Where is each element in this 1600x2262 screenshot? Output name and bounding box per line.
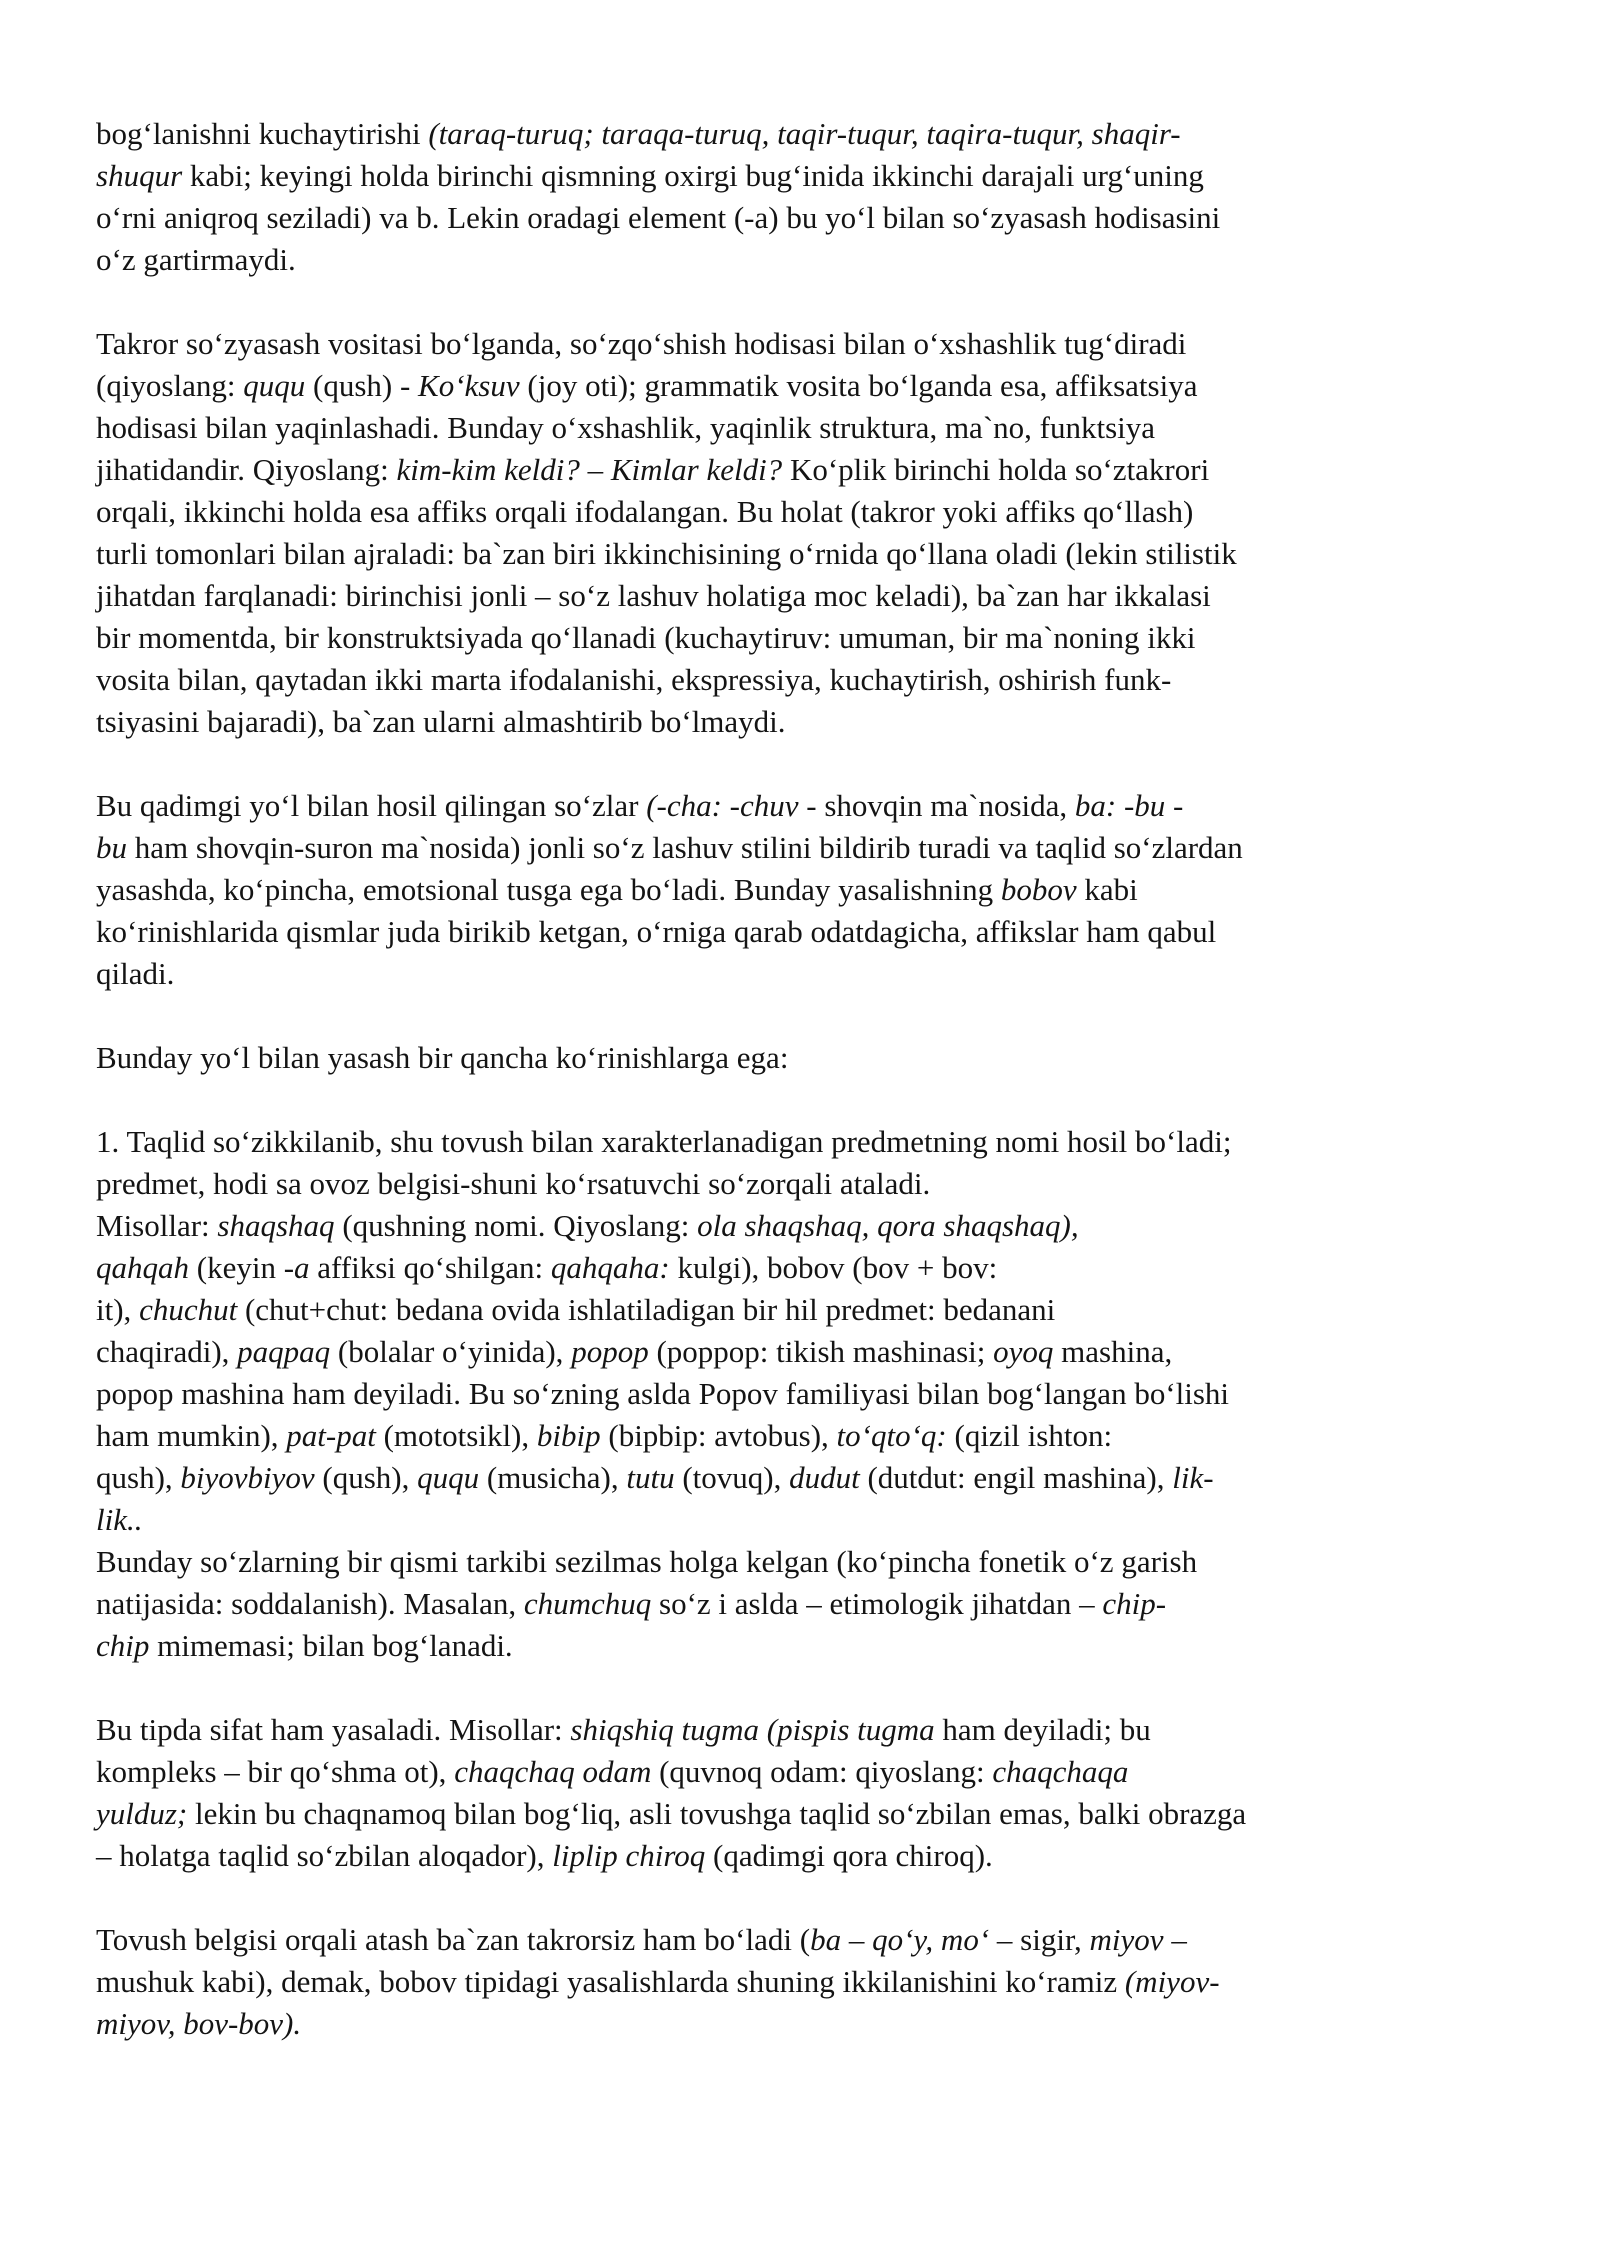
text-line: [96, 575, 1470, 617]
text-line: [96, 2003, 1470, 2045]
italic-text-span: ola shaqshaq, qora shaqshaq),: [697, 1208, 1079, 1243]
text-line: [96, 533, 1470, 575]
paragraph: [96, 323, 1470, 743]
text-span: bir momentda, bir konstruktsiyada qo‘llanadi (kuchaytiruv: umuman, bir ma`noning ikki: [96, 620, 1196, 655]
text-line: [96, 701, 1470, 743]
text-line: [96, 113, 1470, 155]
italic-text-span: Ko‘ksuv: [418, 368, 520, 403]
text-span: tsiyasini bajaradi), ba`zan ularni almashtirib bo‘lmaydi.: [96, 704, 786, 739]
paragraph: [96, 1121, 1470, 1205]
text-span: kompleks – bir qo‘shma ot),: [96, 1754, 455, 1789]
text-line: [96, 1709, 1470, 1751]
text-line: [96, 365, 1470, 407]
text-line: [96, 1625, 1470, 1667]
text-line: [96, 911, 1470, 953]
text-span: o‘rni aniqroq seziladi) va b. Lekin oradagi element (-a) bu yo‘l bilan so‘zyasash hodisasini: [96, 200, 1221, 235]
text-line: [96, 1415, 1470, 1457]
text-span: – holatga taqlid so‘zbilan aloqador),: [96, 1838, 553, 1873]
text-span: (bolalar o‘yinida),: [330, 1334, 572, 1369]
text-line: [96, 785, 1470, 827]
paragraph: [96, 1541, 1470, 1667]
text-line: [96, 1499, 1470, 1541]
text-span: (qadimgi qora chiroq).: [705, 1838, 993, 1873]
text-span: (qushning nomi. Qiyoslang:: [334, 1208, 698, 1243]
text-span: (joy oti); grammatik vosita bo‘lganda esa, affiksatsiya: [519, 368, 1198, 403]
text-line: [96, 1373, 1470, 1415]
italic-text-span: bibip: [536, 1418, 601, 1453]
italic-text-span: bu: [96, 830, 127, 865]
text-span: 1. Taqlid so‘zikkilanib, shu tovush bilan xarakterlanadigan predmetning nomi hosil bo‘ladi;: [96, 1124, 1232, 1159]
text-span: (qiyoslang:: [96, 368, 244, 403]
italic-text-span: (-cha: -chuv: [646, 788, 799, 823]
italic-text-span: liplip chiroq: [552, 1838, 706, 1873]
paragraph: [96, 785, 1470, 995]
text-span: Tovush belgisi orqali atash ba`zan takrorsiz ham bo‘ladi (: [96, 1922, 811, 1957]
text-span: mimemasi; bilan bog‘lanadi.: [149, 1628, 513, 1663]
text-span: qiladi.: [96, 956, 175, 991]
text-span: (quvnoq odam: qiyoslang:: [651, 1754, 993, 1789]
text-line: [96, 1751, 1470, 1793]
text-line: [96, 407, 1470, 449]
text-span: qush),: [96, 1460, 181, 1495]
text-line: [96, 1331, 1470, 1373]
text-span: lekin bu chaqnamoq bilan bog‘liq, asli tovushga taqlid so‘zbilan emas, balki obrazga: [187, 1796, 1247, 1831]
text-span: ham shovqin-suron ma`nosida) jonli so‘z lashuv stilini bildirib turadi va taqlid so‘zlardan: [127, 830, 1243, 865]
text-span: o‘z gartirmaydi.: [96, 242, 296, 277]
text-span: chaqiradi),: [96, 1334, 238, 1369]
italic-text-span: ba – qo‘y, mo‘: [810, 1922, 990, 1957]
text-line: [96, 1457, 1470, 1499]
text-line: [96, 1919, 1470, 1961]
text-line: [96, 1793, 1470, 1835]
italic-text-span: miyov, bov-bov).: [96, 2006, 302, 2041]
italic-text-span: dudut: [789, 1460, 860, 1495]
text-span: predmet, hodi sa ovoz belgisi-shuni ko‘rsatuvchi so‘zorqali ataladi.: [96, 1166, 931, 1201]
italic-text-span: yulduz;: [96, 1796, 188, 1831]
text-span: it),: [96, 1292, 140, 1327]
italic-text-span: lik-: [1172, 1460, 1214, 1495]
text-span: yasashda, ko‘pincha, emotsional tusga ega bo‘ladi. Bunday yasalishning: [96, 872, 1001, 907]
text-line: [96, 1205, 1470, 1247]
italic-text-span: pat-pat: [286, 1418, 376, 1453]
italic-text-span: (taraq-turuq; taraqa-turuq, taqir-tuqur, taqira-tuqur, shaqir-: [428, 116, 1181, 151]
text-span: –: [1163, 1922, 1187, 1957]
italic-text-span: (miyov-: [1124, 1964, 1220, 1999]
paragraph: [96, 1709, 1470, 1877]
text-span: kulgi), bobov (bov + bov:: [669, 1250, 998, 1285]
italic-text-span: qahqaha:: [550, 1250, 670, 1285]
text-span: ham mumkin),: [96, 1418, 287, 1453]
italic-text-span: chip-: [1102, 1586, 1167, 1621]
text-span: (dutdut: engil mashina),: [859, 1460, 1173, 1495]
italic-text-span: shiqshiq tugma (pispis tugma: [570, 1712, 935, 1747]
text-line: [96, 1037, 1470, 1079]
text-line: [96, 827, 1470, 869]
text-span: turli tomonlari bilan ajraladi: ba`zan biri ikkinchisining o‘rnida qo‘llana oladi (lekin stilistik: [96, 536, 1237, 571]
italic-text-span: shuqur: [96, 158, 183, 193]
italic-text-span: lik..: [96, 1502, 143, 1537]
text-line: [96, 323, 1470, 365]
text-span: ham deyiladi; bu: [934, 1712, 1151, 1747]
text-line: [96, 953, 1470, 995]
italic-text-span: to‘qto‘q:: [836, 1418, 947, 1453]
italic-text-span: chuchut: [139, 1292, 238, 1327]
italic-text-span: miyov: [1089, 1922, 1164, 1957]
text-span: Bunday so‘zlarning bir qismi tarkibi sezilmas holga kelgan (ko‘pincha fonetik o‘z garish: [96, 1544, 1198, 1579]
text-span: (bipbip: avtobus),: [600, 1418, 837, 1453]
italic-text-span: popop: [571, 1334, 649, 1369]
text-line: [96, 659, 1470, 701]
text-line: [96, 491, 1470, 533]
text-span: mushuk kabi), demak, bobov tipidagi yasalishlarda shuning ikkilanishini ko‘ramiz: [96, 1964, 1125, 1999]
text-span: jihatidandir. Qiyoslang:: [96, 452, 397, 487]
italic-text-span: a: [294, 1250, 310, 1285]
text-span: - shovqin ma`nosida,: [798, 788, 1075, 823]
italic-text-span: ququ: [243, 368, 306, 403]
text-span: kabi: [1076, 872, 1138, 907]
text-line: [96, 617, 1470, 659]
text-span: natijasida: soddalanish). Masalan,: [96, 1586, 524, 1621]
text-span: vosita bilan, qaytadan ikki marta ifodalanishi, ekspressiya, kuchaytirish, oshirish funk-: [96, 662, 1172, 697]
text-line: [96, 1835, 1470, 1877]
text-span: so‘z i aslda – etimologik jihatdan –: [651, 1586, 1103, 1621]
text-span: Misollar:: [96, 1208, 218, 1243]
text-span: (musicha),: [479, 1460, 627, 1495]
text-span: – sigir,: [989, 1922, 1090, 1957]
text-span: popop mashina ham deyiladi. Bu so‘zning aslda Popov familiyasi bilan bog‘langan bo‘lishi: [96, 1376, 1230, 1411]
text-span: (qush),: [314, 1460, 418, 1495]
text-span: (chut+chut: bedana ovida ishlatiladigan bir hil predmet: bedanani: [237, 1292, 1056, 1327]
text-span: hodisasi bilan yaqinlashadi. Bunday o‘xshashlik, yaqinlik struktura, ma`no, funktsiya: [96, 410, 1156, 445]
italic-text-span: shaqshaq: [217, 1208, 335, 1243]
text-span: (poppop: tikish mashinasi;: [648, 1334, 994, 1369]
italic-text-span: chaqchaqa: [992, 1754, 1129, 1789]
text-span: jihatdan farqlanadi: birinchisi jonli – so‘z lashuv holatiga moc keladi), ba`zan har ikkalasi: [96, 578, 1211, 613]
italic-text-span: paqpaq: [237, 1334, 331, 1369]
text-line: [96, 1541, 1470, 1583]
paragraph: [96, 1919, 1470, 2045]
text-span: Bunday yo‘l bilan yasash bir qancha ko‘rinishlarga ega:: [96, 1040, 789, 1075]
text-span: (qizil ishton:: [946, 1418, 1113, 1453]
italic-text-span: ququ: [417, 1460, 480, 1495]
italic-text-span: chumchuq: [523, 1586, 652, 1621]
text-span: (keyin -: [189, 1250, 295, 1285]
paragraph: [96, 1205, 1470, 1541]
paragraph: [96, 1037, 1470, 1079]
text-span: Bu tipda sifat ham yasaladi. Misollar:: [96, 1712, 571, 1747]
italic-text-span: biyovbiyov: [180, 1460, 315, 1495]
text-span: orqali, ikkinchi holda esa affiks orqali ifodalangan. Bu holat (takror yoki affiks qo‘llash): [96, 494, 1194, 529]
text-span: affiksi qo‘shilgan:: [309, 1250, 551, 1285]
text-line: [96, 197, 1470, 239]
text-line: [96, 1289, 1470, 1331]
text-span: (qush) -: [305, 368, 419, 403]
text-span: Takror so‘zyasash vositasi bo‘lganda, so‘zqo‘shish hodisasi bilan o‘xshashlik tug‘diradi: [96, 326, 1187, 361]
italic-text-span: bobov: [1000, 872, 1077, 907]
text-span: (mototsikl),: [375, 1418, 537, 1453]
italic-text-span: kim-kim keldi? – Kimlar keldi?: [396, 452, 783, 487]
text-line: [96, 1121, 1470, 1163]
text-line: [96, 449, 1470, 491]
italic-text-span: oyoq: [993, 1334, 1054, 1369]
text-span: mashina,: [1053, 1334, 1173, 1369]
text-line: [96, 1247, 1470, 1289]
italic-text-span: chip: [96, 1628, 150, 1663]
text-span: (tovuq),: [674, 1460, 790, 1495]
text-span: Bu qadimgi yo‘l bilan hosil qilingan so‘zlar: [96, 788, 647, 823]
text-line: [96, 239, 1470, 281]
text-line: [96, 1163, 1470, 1205]
text-line: [96, 869, 1470, 911]
paragraph: [96, 113, 1470, 281]
text-span: bog‘lanishni kuchaytirishi: [96, 116, 429, 151]
text-line: [96, 1583, 1470, 1625]
text-span: Ko‘plik birinchi holda so‘ztakrori: [782, 452, 1210, 487]
text-line: [96, 1961, 1470, 2003]
italic-text-span: tutu: [626, 1460, 675, 1495]
text-span: ko‘rinishlarida qismlar juda birikib ketgan, o‘rniga qarab odatdagicha, affikslar ham qabul: [96, 914, 1217, 949]
italic-text-span: qahqah: [96, 1250, 189, 1285]
text-span: kabi; keyingi holda birinchi qismning oxirgi bug‘inida ikkinchi darajali urg‘uning: [182, 158, 1204, 193]
italic-text-span: chaqchaq odam: [454, 1754, 652, 1789]
text-line: [96, 155, 1470, 197]
italic-text-span: ba: -bu -: [1074, 788, 1184, 823]
